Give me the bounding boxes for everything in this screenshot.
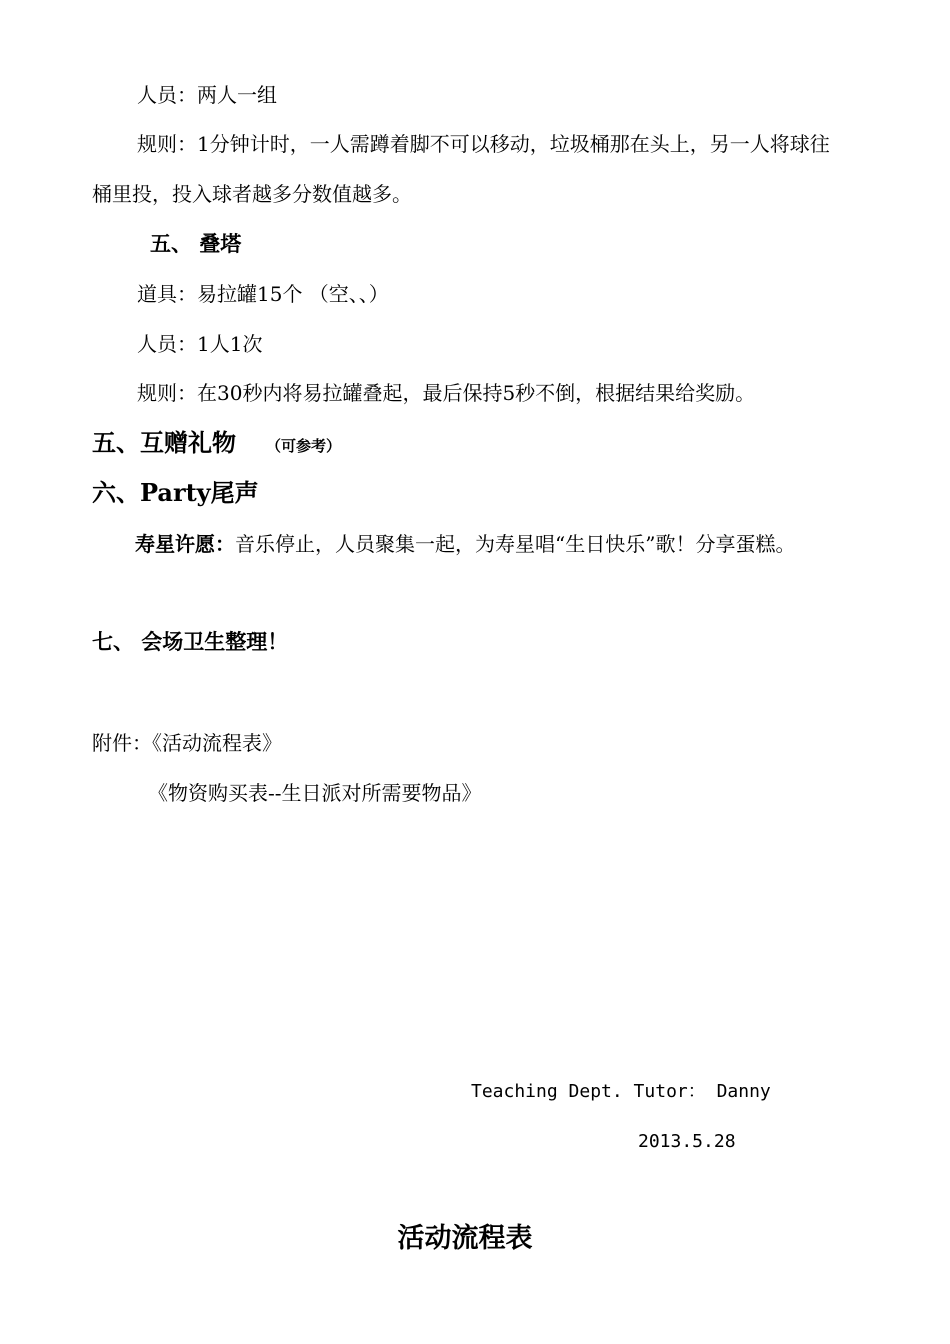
signature-tutor: Teaching Dept. Tutor： Danny xyxy=(471,1081,771,1102)
wish-label: 寿星许愿： xyxy=(135,532,235,556)
reference-note: （可参考） xyxy=(266,437,342,455)
attachment-line1: 附件：《活动流程表》 xyxy=(92,731,282,755)
page-title: 活动流程表 xyxy=(397,1223,533,1254)
signature-date: 2013.5.28 xyxy=(638,1131,736,1152)
gifts-heading-text: 五、互赠礼物 xyxy=(92,428,236,457)
birthday-wish-paragraph xyxy=(135,532,795,556)
section-heading-party-ending: 六、Party尾声 xyxy=(92,478,259,507)
people-text: 人员：两人一组 xyxy=(137,83,277,107)
rule-text-line1: 规则：1分钟计时，一人需蹲着脚不可以移动，垃圾桶那在头上，另一人将球往 xyxy=(137,132,830,156)
section-heading-gifts xyxy=(92,428,341,461)
tower-rule-text: 规则：在30秒内将易拉罐叠起，最后保持5秒不倒，根据结果给奖励。 xyxy=(137,381,756,405)
rule-text-line2: 桶里投，投入球者越多分数值越多。 xyxy=(92,182,412,206)
wish-text: 音乐停止，人员聚集一起，为寿星唱“生日快乐”歌！分享蛋糕。 xyxy=(235,532,796,556)
props-text: 道具：易拉罐15个 （空、、） xyxy=(137,282,389,306)
people-count-text: 人员：1人1次 xyxy=(137,332,263,356)
game-heading-stack-tower: 五、 叠塔 xyxy=(150,231,242,256)
section-heading-cleanup: 七、 会场卫生整理！ xyxy=(92,629,289,654)
attachment-line2: 《物资购买表--生日派对所需要物品》 xyxy=(148,781,482,805)
